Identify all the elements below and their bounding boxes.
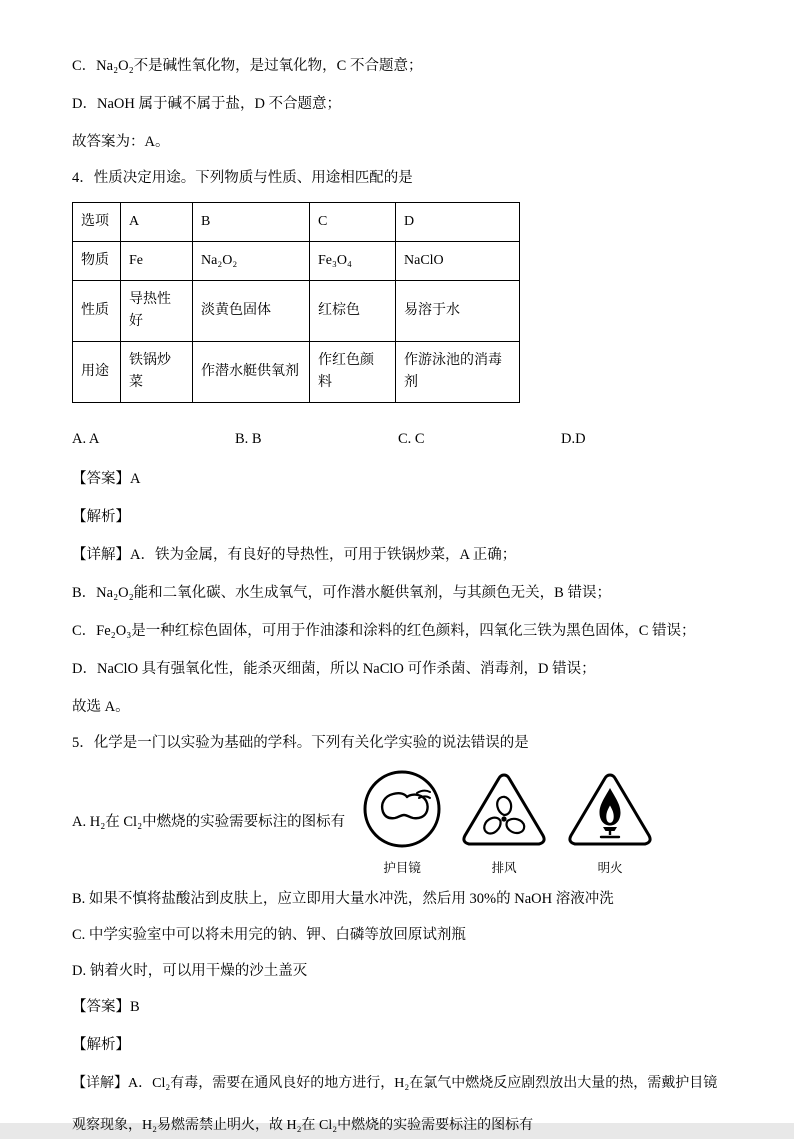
q5-detail-line: 观察现象，H₂易燃需禁止明火，故 H₂在 Cl₂中燃烧的实验需要标注的图标有 [72,1118,534,1133]
q5-detail-block [72,1071,720,1139]
q4-table [72,202,520,403]
explanation-line: C．Na₂O₂不是碱性氧化物，是过氧化物，C 不合题意； [72,58,423,74]
table-cell: 性质 [73,281,121,342]
q5-option-d: D. 钠着火时，可以用干燥的沙土盖灭 [72,963,308,979]
q4-choices [72,427,720,451]
explanation-line: D．NaOH 属于碱不属于盐，D 不合题意； [72,96,342,112]
q4-detail-line: C．Fe₂O₃是一种红棕色固体，可用于作油漆和涂料的红色颜料，四氧化三铁为黑色固体，C 错误； [72,623,696,639]
q4-conclusion: 故选 A。 [72,699,130,715]
table-cell: NaClO [396,242,520,281]
table-cell: A [121,203,193,242]
table-cell: 导热性好 [121,281,193,342]
choice-c: C. C [398,431,425,447]
table-cell: 物质 [73,242,121,281]
goggles-caption: 护目镜 [383,861,421,875]
table-cell: Fe [121,242,193,281]
table-row [73,342,520,403]
q4-analysis-label: 【解析】 [72,509,130,525]
table-cell: 作潜水艇供氧剂 [193,342,310,403]
q5-option-a-text: A. H₂在 Cl₂中燃烧的实验需要标注的图标有 [72,814,346,830]
goggles-figure [360,767,444,877]
q4-detail-line: D．NaClO 具有强氧化性，能杀灭细菌，所以 NaClO 可作杀菌、消毒剂，D 错误； [72,661,596,677]
fan-icon [458,767,550,859]
table-row [73,281,520,342]
table-cell: 选项 [73,203,121,242]
table-cell: Na₂O₂ [193,242,310,281]
table-cell: 红棕色 [310,281,396,342]
answer-conclusion: 故答案为：A。 [72,134,170,150]
table-cell: 淡黄色固体 [193,281,310,342]
goggles-icon [360,767,444,859]
table-cell: 用途 [73,342,121,403]
q4-detail-line: 【详解】A．铁为金属，有良好的导热性，可用于铁锅炒菜，A 正确； [72,547,517,563]
q5-detail-line: 【详解】A．Cl₂有毒，需要在通风良好的地方进行，H₂在氯气中燃烧反应剧烈放出大量的热，需戴护目镜 [72,1076,718,1091]
q5-option-b: B. 如果不慎将盐酸沾到皮肤上，应立即用大量水冲洗，然后用 30%的 NaOH 溶液冲洗 [72,891,614,907]
fan-figure [458,767,550,877]
choice-a: A. A [72,431,100,447]
table-cell: 作红色颜料 [310,342,396,403]
table-row [73,242,520,281]
q5-option-c: C. 中学实验室中可以将未用完的钠、钾、白磷等放回原试剂瓶 [72,927,466,943]
table-cell: 易溶于水 [396,281,520,342]
flame-caption: 明火 [597,861,623,875]
table-cell: 作游泳池的消毒剂 [396,342,520,403]
question-4-stem: 4．性质决定用途。下列物质与性质、用途相匹配的是 [72,170,413,186]
table-cell: B [193,203,310,242]
table-cell: D [396,203,520,242]
q4-detail-line: B．Na₂O₂能和二氧化碳、水生成氧气，可作潜水艇供氧剂，与其颜色无关，B 错误； [72,585,611,601]
table-cell: C [310,203,396,242]
table-cell: Fe₃O₄ [310,242,396,281]
q5-answer-label: 【答案】B [72,999,140,1015]
flame-icon [564,767,656,859]
fan-caption: 排风 [491,861,517,875]
q5-option-a-row [72,767,720,877]
choice-b: B. B [235,431,262,447]
q5-analysis-label: 【解析】 [72,1037,130,1053]
question-5-stem: 5．化学是一门以实验为基础的学科。下列有关化学实验的说法错误的是 [72,735,529,751]
flame-figure [564,767,656,877]
table-cell: 铁锅炒菜 [121,342,193,403]
table-row [73,203,520,242]
q4-answer-label: 【答案】A [72,471,141,487]
choice-d: D.D [561,431,586,447]
